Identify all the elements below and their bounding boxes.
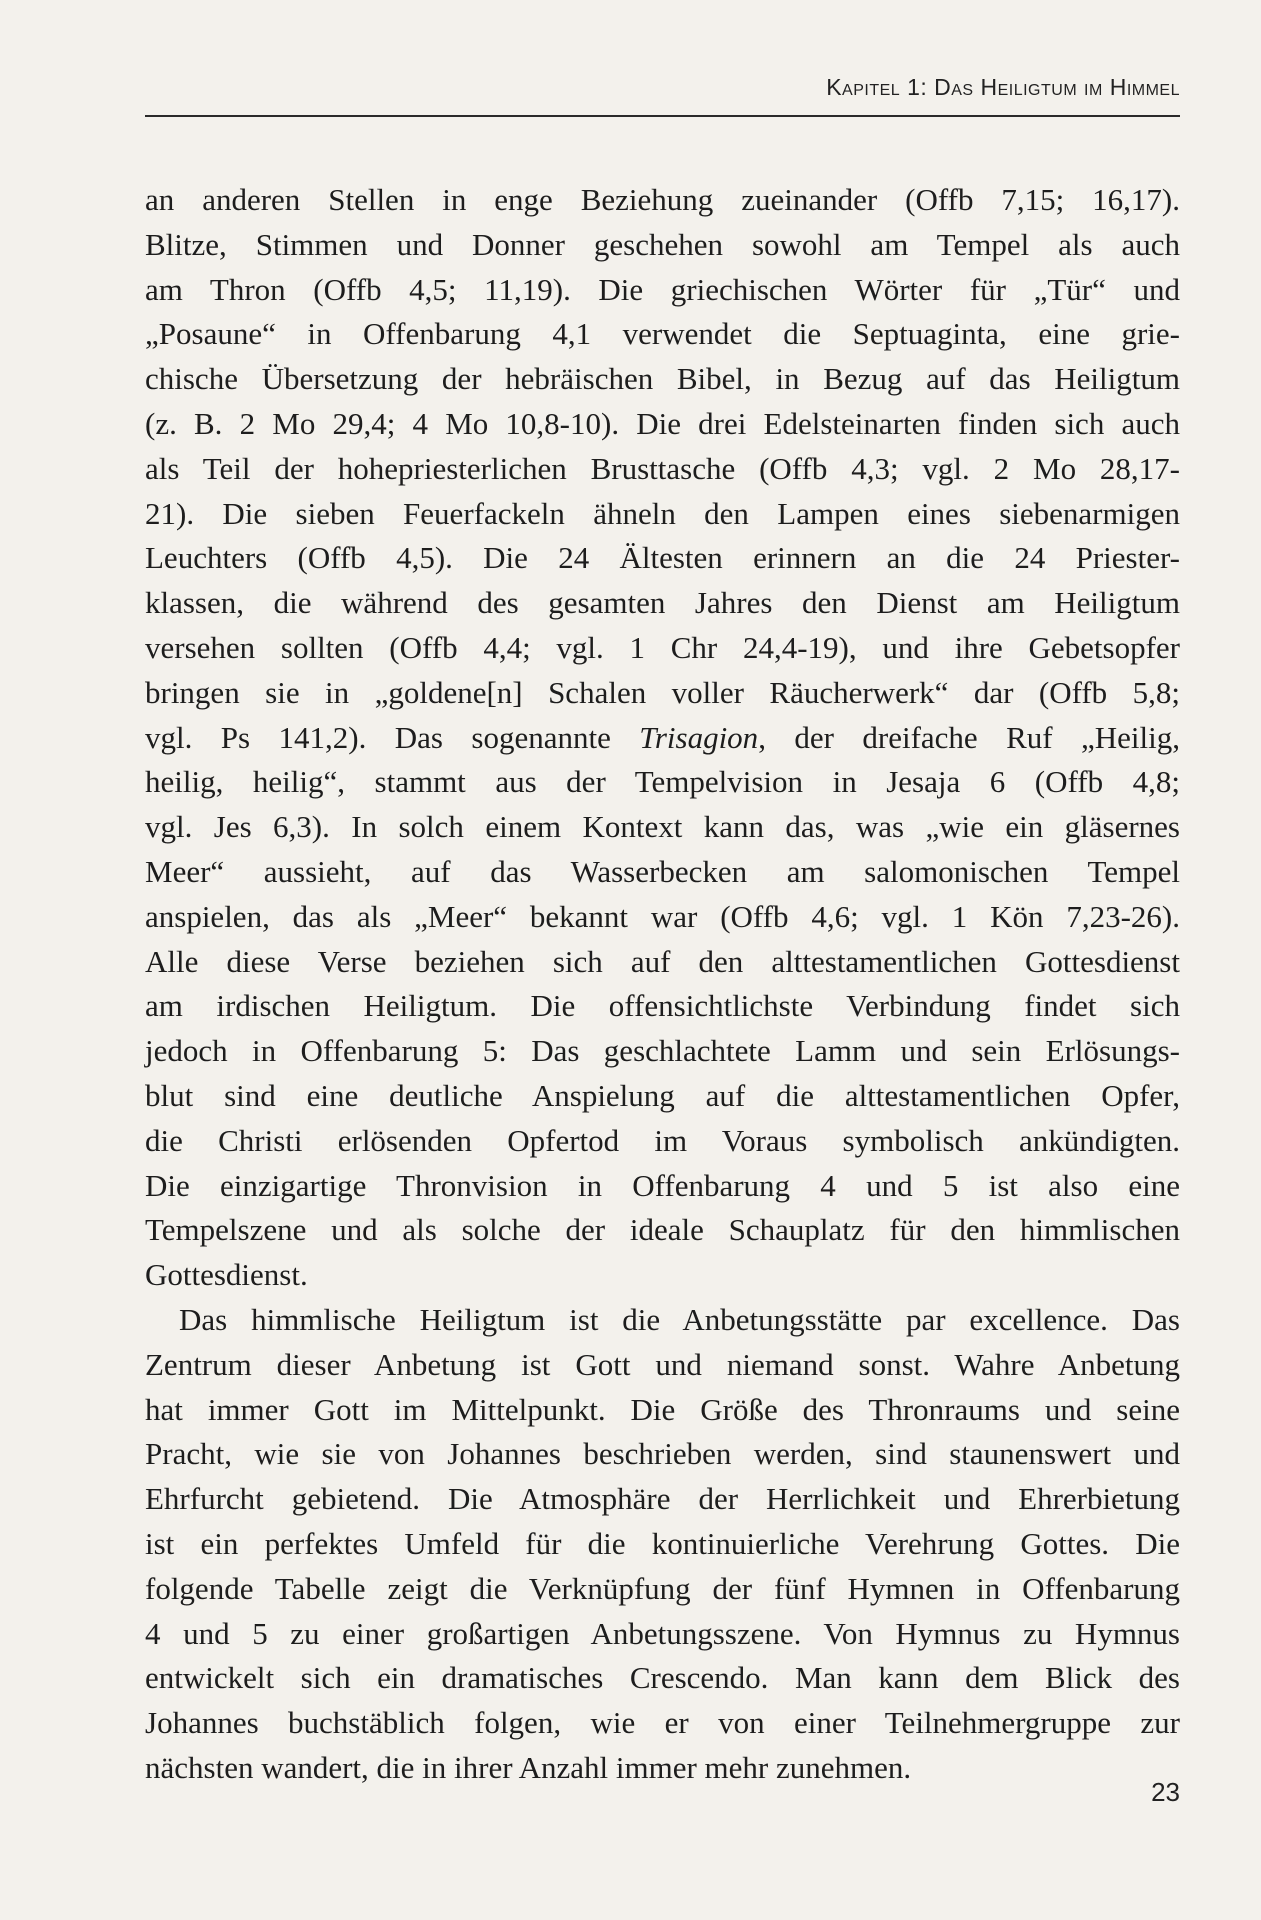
running-head: Kapitel 1: Das Heiligtum im Himmel <box>826 74 1180 100</box>
text-line: 4 und 5 zu einer großartigen Anbetungsszene. Von Hymnus zu Hymnus <box>145 1615 1180 1651</box>
text-line: bringen sie in „goldene[n] Schalen voller Räucherwerk“ dar (Offb 5,8; <box>145 674 1180 710</box>
text-line: am Thron (Offb 4,5; 11,19). Die griechischen Wörter für „Tür“ und <box>145 271 1180 307</box>
text-line: versehen sollten (Offb 4,4; vgl. 1 Chr 24,4-19), und ihre Gebetsopfer <box>145 629 1180 665</box>
text-line: vgl. Ps 141,2). Das sogenannte Trisagion, der dreifache Ruf „Heilig, <box>145 719 1181 755</box>
text-line: nächsten wandert, die in ihrer Anzahl immer mehr zunehmen. <box>145 1749 912 1785</box>
text-line: „Posaune“ in Offenbarung 4,1 verwendet die Septuaginta, eine grie- <box>145 316 1180 352</box>
text-line: chische Übersetzung der hebräischen Bibel, in Bezug auf das Heiligtum <box>145 361 1180 397</box>
text-line: vgl. Jes 6,3). In solch einem Kontext kann das, was „wie ein gläsernes <box>145 809 1180 845</box>
text-line: Das himmlische Heiligtum ist die Anbetungsstätte par excellence. Das <box>179 1301 1180 1337</box>
text-line: Tempelszene und als solche der ideale Schauplatz für den himmlischen <box>145 1212 1180 1248</box>
header-rule <box>145 115 1180 117</box>
text-line: ist ein perfektes Umfeld für die kontinuierliche Verehrung Gottes. Die <box>145 1525 1180 1561</box>
text-line: entwickelt sich ein dramatisches Crescendo. Man kann dem Blick des <box>145 1660 1180 1696</box>
text-line: hat immer Gott im Mittelpunkt. Die Größe des Thronraums und seine <box>145 1391 1180 1427</box>
text-line: jedoch in Offenbarung 5: Das geschlachtete Lamm und sein Erlösungs- <box>145 1033 1180 1069</box>
text-line: Pracht, wie sie von Johannes beschrieben werden, sind staunenswert und <box>145 1436 1180 1472</box>
page-number: 23 <box>1151 1777 1180 1807</box>
text-line: (z. B. 2 Mo 29,4; 4 Mo 10,8-10). Die drei Edelsteinarten finden sich auch <box>145 405 1180 441</box>
text-line: Alle diese Verse beziehen sich auf den alttestamentlichen Gottesdienst <box>145 943 1180 979</box>
text-line: Blitze, Stimmen und Donner geschehen sowohl am Tempel als auch <box>145 226 1180 262</box>
text-line: Johannes buchstäblich folgen, wie er von einer Teilnehmergruppe zur <box>145 1705 1180 1741</box>
text-line: heilig, heilig“, stammt aus der Tempelvision in Jesaja 6 (Offb 4,8; <box>145 764 1180 800</box>
text-line: klassen, die während des gesamten Jahres den Dienst am Heiligtum <box>145 585 1180 621</box>
text-line: als Teil der hohepriesterlichen Brusttasche (Offb 4,3; vgl. 2 Mo 28,17- <box>145 450 1180 486</box>
text-line: am irdischen Heiligtum. Die offensichtlichste Verbindung findet sich <box>145 988 1180 1024</box>
text-line: blut sind eine deutliche Anspielung auf die alttestamentlichen Opfer, <box>145 1077 1180 1113</box>
text-line: an anderen Stellen in enge Beziehung zueinander (Offb 7,15; 16,17). <box>145 182 1180 217</box>
text-line: Leuchters (Offb 4,5). Die 24 Ältesten erinnern an die 24 Priester- <box>145 540 1180 576</box>
text-line: Die einzigartige Thronvision in Offenbarung 4 und 5 ist also eine <box>145 1167 1180 1203</box>
text-line: anspielen, das als „Meer“ bekannt war (Offb 4,6; vgl. 1 Kön 7,23-26). <box>145 898 1180 934</box>
paragraph-1 <box>145 178 1180 1298</box>
text-line: folgende Tabelle zeigt die Verknüpfung der fünf Hymnen in Offenbarung <box>145 1570 1180 1606</box>
text-line: 21). Die sieben Feuerfackeln ähneln den Lampen eines siebenarmigen <box>145 495 1180 531</box>
italic-term: Trisagion <box>639 719 759 755</box>
text-line: die Christi erlösenden Opfertod im Voraus symbolisch ankündigten. <box>145 1122 1180 1158</box>
text-line: Meer“ aussieht, auf das Wasserbecken am salomonischen Tempel <box>145 853 1180 889</box>
text-line: Gottesdienst. <box>145 1257 308 1293</box>
body-text <box>145 178 1180 1791</box>
text-line: Zentrum dieser Anbetung ist Gott und niemand sonst. Wahre Anbetung <box>145 1346 1180 1382</box>
paragraph-2 <box>145 1298 1180 1791</box>
text-line: Ehrfurcht gebietend. Die Atmosphäre der Herrlichkeit und Ehrerbietung <box>145 1481 1180 1517</box>
